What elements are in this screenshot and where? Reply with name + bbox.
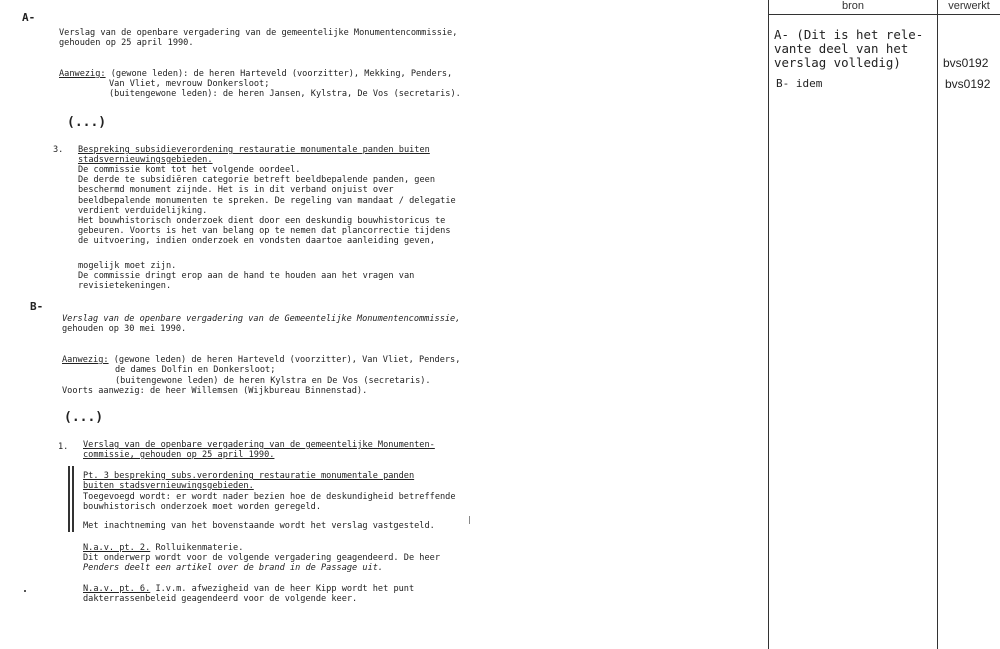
section-b-item-title-1: Verslag van de openbare vergadering van de gemeentelijke Monumenten-: [83, 440, 435, 450]
section-a-aanwezig: [59, 69, 452, 79]
aanwezig-b-line-1: (gewone leden) de heren Harteveld (voorzitter), Van Vliet, Penders,: [108, 355, 461, 365]
section-a-body-continued-line: revisietekeningen.: [78, 281, 172, 292]
nav-pt2-line-2: Dit onderwerp wordt voor de volgende vergadering geagendeerd. De heer: [83, 553, 440, 563]
section-b-title-line-2: gehouden op 30 mei 1990.: [62, 324, 187, 334]
nav-pt2: [83, 543, 243, 553]
section-a-ellipsis: (...): [67, 115, 107, 130]
section-a-title-line-1: Verslag van de openbare vergadering van de gemeentelijke Monumentencommissie,: [59, 28, 458, 38]
margin-rule-right: [72, 466, 74, 532]
section-b-aanwezig: [62, 355, 460, 365]
nav-pt2-line-1: Rolluikenmaterie.: [150, 543, 244, 553]
section-b-marker: B-: [30, 300, 44, 313]
section-a-body-line: gebeuren. Voorts is het van belang op te nemen dat plancorrectie tijdens: [78, 226, 451, 237]
aanwezig-b-line-4: Voorts aanwezig: de heer Willemsen (Wijkbureau Binnenstad).: [62, 386, 368, 396]
nav-pt6-line-1: I.v.m. afwezigheid van de heer Kipp wordt het punt: [150, 584, 415, 594]
aanwezig-label-b: Aanwezig:: [62, 355, 109, 365]
aanwezig-b-line-2: de dames Dolfin en Donkersloot;: [115, 365, 276, 375]
section-a-title-line-2: gehouden op 25 april 1990.: [59, 38, 194, 48]
table-border-left: [768, 0, 769, 649]
table-column-divider: [937, 0, 938, 649]
section-b-title-line-1: Verslag van de openbare vergadering van de Gemeentelijke Monumentencommissie,: [62, 314, 461, 324]
pt3-line-2: buiten stadsvernieuwingsgebieden.: [83, 481, 254, 491]
column-header-verwerkt: verwerkt: [948, 0, 990, 12]
stray-mark: [469, 516, 470, 524]
section-b-ellipsis: (...): [64, 410, 104, 425]
section-a-body-line: De commissie komt tot het volgende oordeel.: [78, 165, 301, 175]
section-a-body-continued-line: De commissie dringt erop aan de hand te houden aan het vragen van: [78, 271, 415, 282]
section-b-item-number: 1.: [58, 442, 69, 452]
margin-rule-left: [68, 466, 70, 532]
section-a-body-line: Het bouwhistorisch onderzoek dient door een deskundig bouwhistoricus te: [78, 216, 446, 227]
nav-pt6-line-2: dakterrassenbeleid geagendeerd voor de volgende keer.: [83, 594, 358, 604]
pt3-line-3: Toegevoegd wordt: er wordt nader bezien hoe de deskundigheid betreffende: [83, 492, 456, 502]
section-a-body-continued: [78, 261, 414, 292]
pt3-line-4: bouwhistorisch onderzoek moet worden geregeld.: [83, 502, 321, 512]
section-a-body-line: De derde te subsidiëren categorie betreft beeldbepalende panden, geen: [78, 175, 435, 186]
column-header-bron: bron: [841, 0, 865, 12]
section-a-body-line: verdient verduidelijking.: [78, 205, 208, 216]
aanwezig-line-3: (buitengewone leden): de heren Jansen, Kylstra, De Vos (secretaris).: [109, 89, 461, 99]
nav-pt6: [83, 584, 414, 594]
table-header-rule: [768, 14, 1000, 15]
row-b-code: bvs0192: [945, 77, 991, 91]
section-a-body-line: beschermd monument zijnde. Het is in dit verband onjuist over: [78, 185, 394, 196]
pt3-line-1: Pt. 3 bespreking subs.verordening restauratie monumentale panden: [83, 471, 415, 481]
section-a-body-line: beeldbepalende monumenten te spreken. De regeling van mandaat / delegatie: [78, 195, 456, 206]
section-a-marker: A-: [22, 11, 36, 24]
vastgesteld-line: Met inachtneming van het bovenstaande wordt het verslag vastgesteld.: [83, 521, 435, 531]
section-a-item-title-1: Bespreking subsidieverordening restauratie monumentale panden buiten: [78, 145, 430, 155]
row-a-code: bvs0192: [943, 56, 989, 70]
aanwezig-label: Aanwezig:: [59, 69, 106, 79]
nav-pt2-line-3: Penders deelt een artikel over de brand in de Passage uit.: [83, 563, 384, 573]
section-a-body-line: de uitvoering, indien onderzoek en vondsten daartoe aanleiding geven,: [78, 236, 435, 247]
section-a-item-title-2: stadsvernieuwingsgebieden.: [78, 155, 213, 165]
section-b-item-title-2: commissie, gehouden op 25 april 1990.: [83, 450, 275, 460]
aanwezig-line-2: Van Vliet, mevrouw Donkersloot;: [109, 79, 270, 89]
section-a-item-number: 3.: [53, 145, 64, 155]
section-a-body-continued-line: mogelijk moet zijn.: [78, 261, 177, 271]
aanwezig-line-1: (gewone leden): de heren Harteveld (voorzitter), Mekking, Penders,: [105, 69, 453, 79]
stray-dot: [24, 590, 26, 592]
row-a-source-note: A- (Dit is het rele- vante deel van het verslag volledig): [774, 27, 924, 70]
row-b-source-note: B- idem: [776, 77, 823, 90]
nav-pt2-label: N.a.v. pt. 2.: [83, 543, 151, 553]
nav-pt6-label: N.a.v. pt. 6.: [83, 584, 151, 594]
section-a-body: [78, 165, 456, 247]
aanwezig-b-line-3: (buitengewone leden) de heren Kylstra en De Vos (secretaris).: [115, 376, 431, 386]
